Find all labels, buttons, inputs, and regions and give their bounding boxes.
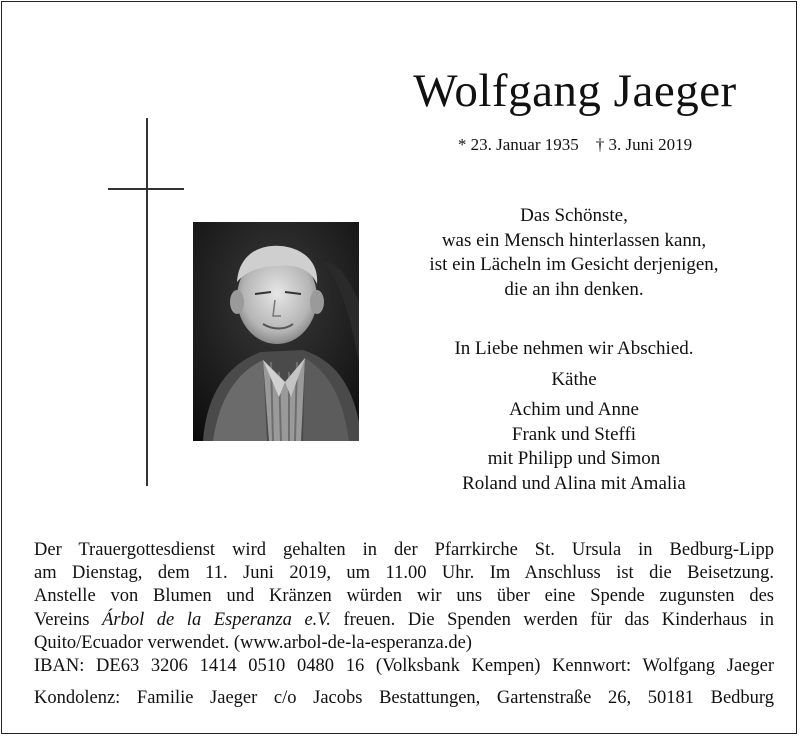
- memorial-poem: [415, 204, 733, 302]
- poem-line: was ein Mensch hinterlassen kann,: [441, 229, 707, 251]
- death-date: † 3. Juni 2019: [595, 135, 693, 154]
- poem-line: ist ein Lächeln im Gesicht derjenigen,: [429, 254, 719, 275]
- donation-line: Anstelle von Blumen und Kränzen würden wir uns über eine Spende zugunsten des: [34, 586, 774, 607]
- service-line: Der Trauergottesdienst wird gehalten in der Pfarrkirche St. Ursula in Bedburg-Lipp: [34, 540, 774, 560]
- cross-bar: [108, 188, 184, 190]
- deceased-name: Wolfgang Jaeger: [413, 65, 737, 117]
- cross-icon: [146, 118, 148, 486]
- mourners-block: [415, 337, 733, 496]
- donation-website-line: Quito/Ecuador verwendet. (www.arbol-de-la-esperanza.de): [34, 632, 472, 653]
- birth-date: * 23. Januar 1935: [457, 135, 579, 154]
- service-line: am Dienstag, dem 11. Juni 2019, um 11.00 Uhr. Im Anschluss ist die Beisetzung.: [34, 563, 774, 584]
- mourner-name: Achim und Anne: [509, 399, 639, 420]
- condolence-line: Kondolenz: Familie Jaeger c/o Jacobs Bestattungen, Gartenstraße 26, 50181 Bedburg: [34, 688, 774, 708]
- poem-line: Das Schönste,: [520, 205, 628, 226]
- portrait-photo: [193, 222, 359, 441]
- service-information: [34, 539, 774, 678]
- poem-line: die an ihn denken.: [504, 278, 644, 300]
- mourner-name: Käthe: [551, 368, 597, 390]
- donation-line: [34, 609, 774, 632]
- farewell-line: In Liebe nehmen wir Abschied.: [454, 338, 694, 359]
- iban-line: IBAN: DE63 3206 1414 0510 0480 16 (Volksbank Kempen) Kennwort: Wolfgang Jaeger: [34, 656, 774, 677]
- mourner-name: mit Philipp und Simon: [487, 448, 661, 469]
- life-dates: [440, 135, 710, 155]
- donation-text: Vereins: [34, 609, 90, 630]
- mourner-name: Frank und Steffi: [511, 423, 637, 445]
- donation-text: freuen. Die Spenden werden für das Kinderhaus in: [343, 609, 775, 630]
- mourner-name: Roland und Alina mit Amalia: [462, 472, 686, 494]
- organization-name: Árbol de la Esperanza e.V.: [102, 609, 331, 630]
